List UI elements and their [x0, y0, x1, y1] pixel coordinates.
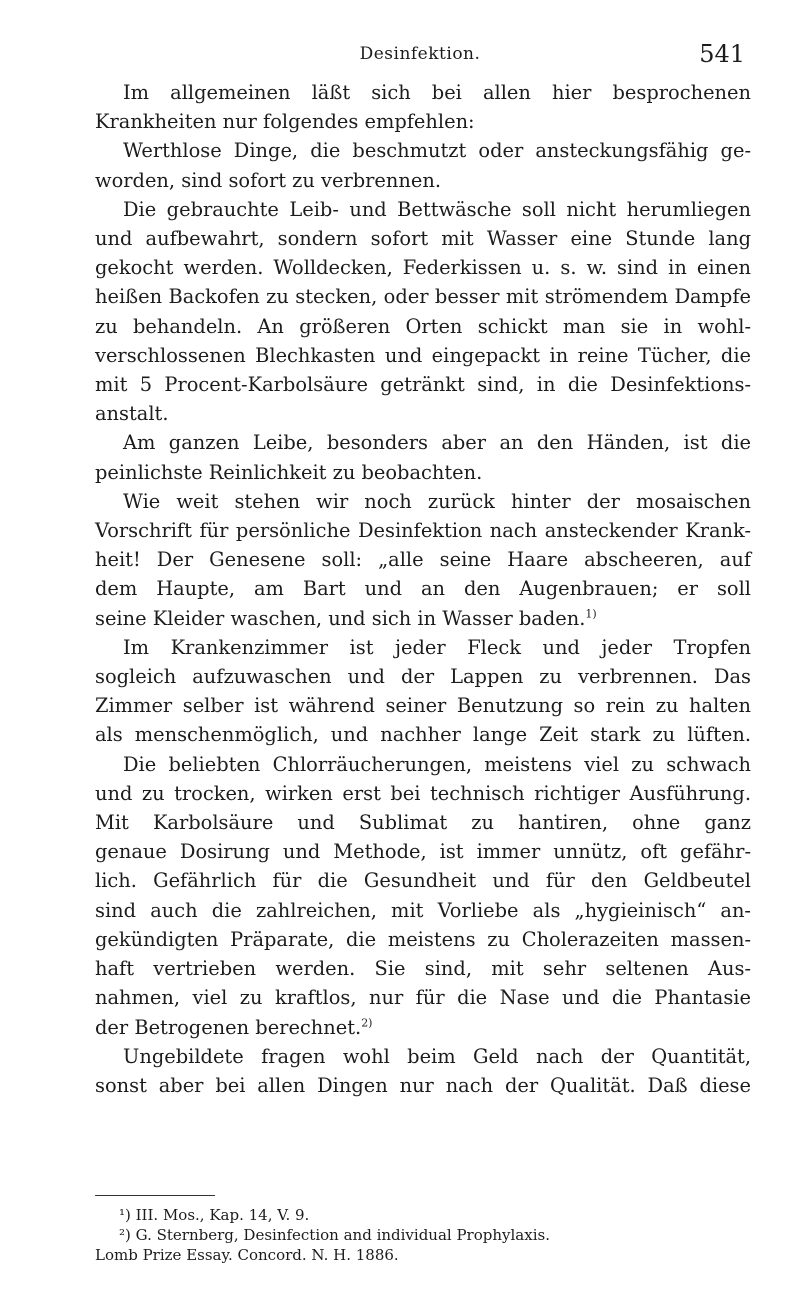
text-line: verschlossenen Blechkasten und eingepackt in reine Tücher, die — [95, 343, 751, 367]
footnote-ref: 1) — [585, 607, 597, 621]
text-line: Am ganzen Leibe, besonders aber an den Händen, ist die — [123, 431, 751, 455]
text-line: sogleich aufzuwaschen und der Lappen zu verbrennen. Das — [95, 665, 751, 689]
text-line: Die beliebten Chlorräucherungen, meistens viel zu schwach — [123, 752, 751, 776]
text-line: Zimmer selber ist während seiner Benutzung so rein zu halten — [95, 694, 751, 718]
text-line: heißen Backofen zu stecken, oder besser mit strömendem Dampfe — [95, 285, 751, 309]
text-line: als menschenmöglich, und nachher lange Zeit stark zu lüften. — [95, 723, 751, 747]
text-line: und zu trocken, wirken erst bei technisch richtiger Ausführung. — [95, 781, 751, 805]
text-line: peinlichste Reinlichkeit zu beobachten. — [95, 460, 483, 484]
footnote-divider — [95, 1195, 215, 1196]
text-line: nahmen, viel zu kraftlos, nur für die Nase und die Phantasie — [95, 986, 751, 1010]
footnotes — [95, 1205, 751, 1265]
text-line: worden, sind sofort zu verbrennen. — [95, 168, 441, 192]
text-line: zu behandeln. An größeren Orten schickt man sie in wohl- — [95, 314, 751, 338]
text-line: genaue Dosirung und Methode, ist immer unnütz, oft gefähr- — [95, 840, 751, 864]
text-line: Ungebildete fragen wohl beim Geld nach der Quantität, — [123, 1044, 751, 1068]
text-line: und aufbewahrt, sondern sofort mit Wasser eine Stunde lang — [95, 227, 751, 251]
page-header — [95, 40, 745, 70]
text-line: gekocht werden. Wolldecken, Federkissen u. s. w. sind in einen — [95, 256, 751, 280]
text-line: lich. Gefährlich für die Gesundheit und für den Geldbeutel — [95, 869, 751, 893]
text-line: sind auch die zahlreichen, mit Vorliebe als „hygieinisch“ an- — [95, 898, 751, 922]
text-line: seine Kleider waschen, und sich in Wasser baden.$^{1)}$ — [95, 606, 597, 630]
text-line: Krankheiten nur folgendes empfehlen: — [95, 110, 475, 134]
body-text — [95, 78, 751, 1100]
text-line: gekündigten Präparate, die meistens zu Cholerazeiten massen- — [95, 927, 751, 951]
footnote: ²) G. Sternberg, Desinfection and individual Prophylaxis. — [119, 1226, 550, 1244]
text-line: Die gebrauchte Leib- und Bettwäsche soll nicht herumliegen — [123, 197, 751, 221]
page-number: 541 — [699, 40, 745, 68]
text-line: dem Haupte, am Bart und an den Augenbrauen; er soll — [95, 577, 751, 601]
text-line: Mit Karbolsäure und Sublimat zu hantiren, ohne ganz — [95, 811, 751, 835]
text-line: haft vertrieben werden. Sie sind, mit sehr seltenen Aus- — [95, 957, 751, 981]
text-line: Im Krankenzimmer ist jeder Fleck und jeder Tropfen — [123, 635, 751, 659]
running-head: Desinfektion. — [359, 44, 481, 64]
text-line: anstalt. — [95, 402, 169, 426]
text-line: Vorschrift für persönliche Desinfektion nach ansteckender Krank- — [95, 519, 751, 543]
text-line: heit! Der Genesene soll: „alle seine Haare abscheeren, auf — [95, 548, 751, 572]
footnote: Lomb Prize Essay. Concord. N. H. 1886. — [95, 1246, 399, 1264]
text-line: mit 5 Procent-Karbolsäure getränkt sind, in die Desinfektions- — [95, 373, 751, 397]
text-line: Im allgemeinen läßt sich bei allen hier besprochenen — [123, 81, 751, 104]
text-line: sonst aber bei allen Dingen nur nach der Qualität. Daß diese — [95, 1073, 751, 1097]
footnote: ¹) III. Mos., Kap. 14, V. 9. — [119, 1206, 310, 1224]
text-line: Wie weit stehen wir noch zurück hinter der mosaischen — [123, 489, 751, 513]
text-line: der Betrogenen berechnet.$^{2)}$ — [95, 1015, 373, 1039]
footnote-ref: 2) — [361, 1016, 373, 1030]
text-line: Werthlose Dinge, die beschmutzt oder ansteckungsfähig ge- — [123, 139, 751, 163]
